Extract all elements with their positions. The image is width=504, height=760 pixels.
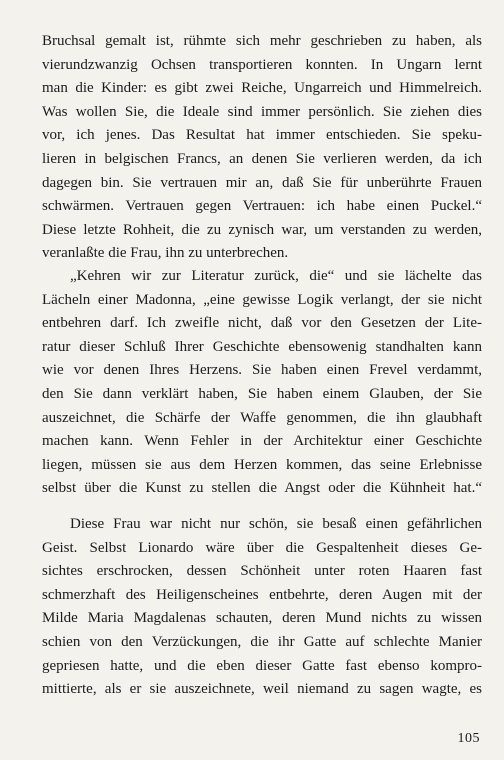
text-line: lieren in belgischen Francs, an denen Sie verlieren werden, da ich <box>42 150 482 167</box>
text-line: schwärmen. Vertrauen gegen Vertrauen: ich habe einen Puckel.“ <box>42 198 482 215</box>
text-line: Geist. Selbst Lionardo wäre über die Gespaltenheit dieses Ge- <box>42 539 482 556</box>
text-line: Lächeln einer Madonna, „eine gewisse Logik verlangt, der sie nicht <box>42 291 482 308</box>
paragraph-1 <box>42 30 482 266</box>
paragraph-3 <box>42 513 482 702</box>
text-line: vierundzwanzig Ochsen transportieren konnten. In Ungarn lernt <box>42 56 482 73</box>
text-line: Bruchsal gemalt ist, rühmte sich mehr geschrieben zu haben, als <box>42 33 482 49</box>
text-line: veranlaßte die Frau, ihn zu unterbrechen. <box>42 245 289 262</box>
paragraph-2 <box>42 265 482 501</box>
text-line: liegen, müssen sie aus dem Herzen kommen, das seine Erlebnisse <box>42 456 482 473</box>
text-line: man die Kinder: es gibt zwei Reiche, Ungarreich und Himmelreich. <box>42 80 482 97</box>
text-line: dagegen bin. Sie vertrauen mir an, daß Sie für unberührte Frauen <box>42 174 482 191</box>
text-line: sichtes erschrocken, dessen Schönheit unter roten Haaren fast <box>42 563 482 580</box>
text-line: schien von den Verzückungen, die ihr Gatte auf schlechte Manier <box>42 633 482 650</box>
text-line: ratur dieser Schluß Ihrer Geschichte ebensowenig standhalten kann <box>42 338 482 355</box>
page-number: 105 <box>457 731 480 746</box>
text-line: Was wollen Sie, die Ideale sind immer persönlich. Sie ziehen dies <box>42 103 482 120</box>
text-line: gepriesen hatte, und die eben dieser Gatte fast ebenso kompro- <box>42 657 482 674</box>
text-line: Diese Frau war nicht nur schön, sie besaß einen gefährlichen <box>70 516 482 532</box>
text-line: auszeichnet, die Schärfe der Waffe genommen, die ihn glaubhaft <box>42 409 482 426</box>
text-line: Milde Maria Magdalenas schauten, deren Mund nichts zu wissen <box>42 610 482 627</box>
text-line: entbehren darf. Ich zweifle nicht, daß vor den Gesetzen der Lite- <box>42 315 482 332</box>
text-line: Diese letzte Rohheit, die zu zynisch war, um verstanden zu werden, <box>42 221 482 238</box>
text-line: selbst über die Kunst zu stellen die Angst oder die Kühnheit hat.“ <box>42 480 482 497</box>
text-line: den Sie dann verklärt haben, Sie haben einem Glauben, der Sie <box>42 385 482 402</box>
text-line: wie vor denen Ihres Herzens. Sie haben einen Frevel verdammt, <box>42 362 482 379</box>
text-line: schmerzhaft des Heiligenscheines entbehrte, deren Augen mit der <box>42 586 482 603</box>
text-line: machen kann. Wenn Fehler in der Architektur einer Geschichte <box>42 433 482 450</box>
text-line: vor, ich jenes. Das Resultat hat immer entschieden. Sie speku- <box>42 127 482 144</box>
text-line: „Kehren wir zur Literatur zurück, die“ und sie lächelte das <box>70 268 482 284</box>
text-line: mittierte, als er sie auszeichnete, weil niemand zu sagen wagte, es <box>42 681 482 698</box>
